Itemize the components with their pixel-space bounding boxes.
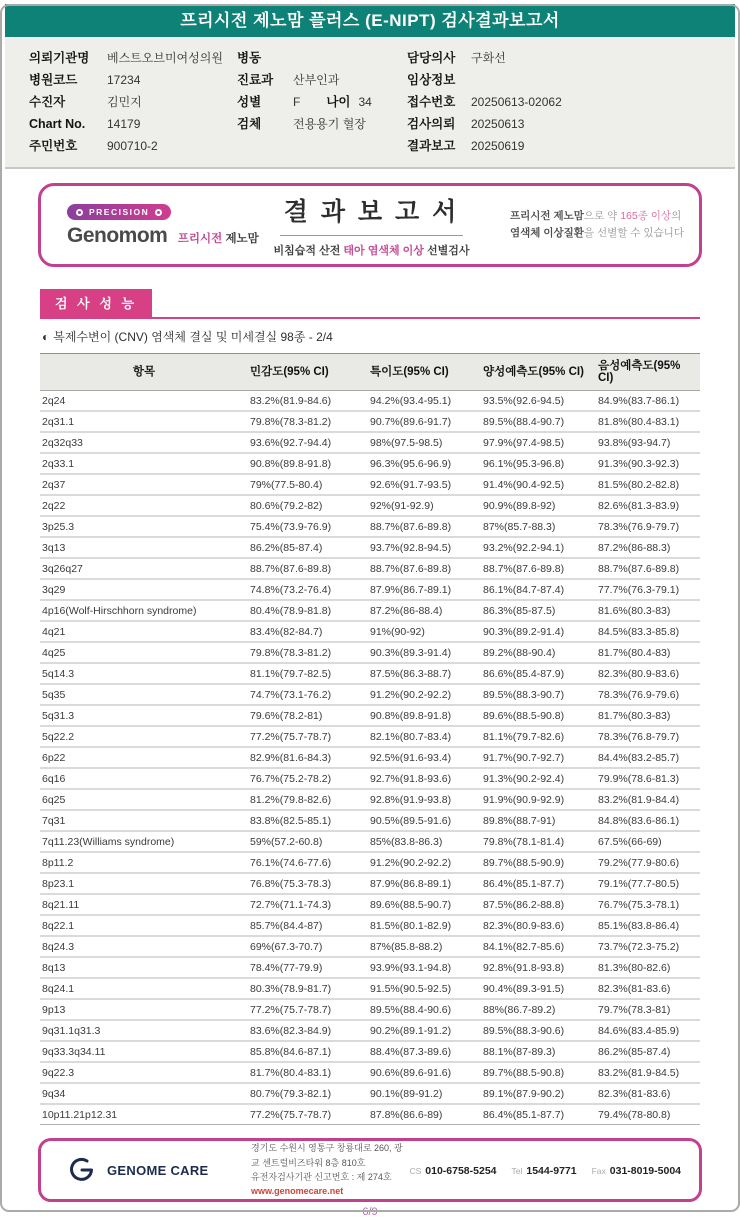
table-row — [40, 768, 700, 789]
field-value: 17234 — [107, 73, 141, 87]
brand-line — [67, 224, 259, 248]
value-cell: 91.2%(90.2-92.2) — [368, 684, 481, 705]
table-row — [40, 957, 700, 978]
value-cell: 76.1%(74.6-77.6) — [248, 852, 368, 873]
value-cell: 86.4%(85.1-87.7) — [481, 873, 596, 894]
field-value: 20250613 — [471, 117, 525, 131]
value-cell: 89.8%(88.7-91) — [481, 810, 596, 831]
precision-badge-label: PRECISION — [89, 207, 150, 217]
column-header: 음성예측도(95% CI) — [596, 354, 700, 391]
value-cell: 77.7%(76.3-79.1) — [596, 579, 700, 600]
table-row — [40, 453, 700, 474]
patient-field — [29, 69, 237, 91]
genomecare-logo-text: GENOME CARE — [107, 1162, 209, 1178]
value-cell: 86.2%(85-87.4) — [248, 537, 368, 558]
value-cell: 83.6%(82.3-84.9) — [248, 1020, 368, 1041]
value-cell: 86.6%(85.4-87.9) — [481, 663, 596, 684]
field-value: 김민지 — [107, 95, 142, 109]
value-cell: 87%(85.7-88.3) — [481, 516, 596, 537]
value-cell: 97.9%(97.4-98.5) — [481, 432, 596, 453]
column-header: 항목 — [40, 354, 248, 391]
value-cell: 89.5%(88.3-90.6) — [481, 1020, 596, 1041]
item-cell: 8q21.11 — [40, 894, 248, 915]
report-title: 결 과 보 고 서 — [280, 192, 464, 236]
table-row — [40, 810, 700, 831]
patient-field — [237, 47, 407, 69]
value-cell: 92.8%(91.8-93.8) — [481, 957, 596, 978]
patient-field — [407, 113, 735, 135]
value-cell: 89.5%(88.4-90.7) — [481, 411, 596, 432]
value-cell: 86.1%(84.7-87.4) — [481, 579, 596, 600]
item-cell: 10p11.21p12.31 — [40, 1104, 248, 1125]
item-cell: 7q11.23(Williams syndrome) — [40, 831, 248, 852]
item-cell: 2q33.1 — [40, 453, 248, 474]
website-link: www.genomecare.net — [251, 1186, 344, 1197]
value-cell: 81.3%(80-82.6) — [596, 957, 700, 978]
field-value: 20250619 — [471, 139, 525, 153]
table-caption — [42, 328, 700, 345]
field-value: F — [293, 95, 301, 109]
value-cell: 88.7%(87.6-89.8) — [368, 516, 481, 537]
table-row — [40, 579, 700, 600]
value-cell: 89.5%(88.3-90.7) — [481, 684, 596, 705]
item-cell: 6q16 — [40, 768, 248, 789]
value-cell: 84.4%(83.2-85.7) — [596, 747, 700, 768]
value-cell: 91.2%(90.2-92.2) — [368, 852, 481, 873]
item-cell: 3q13 — [40, 537, 248, 558]
value-cell: 79.8%(78.3-81.2) — [248, 642, 368, 663]
value-cell: 90.3%(89.2-91.4) — [481, 621, 596, 642]
value-cell: 91.9%(90.9-92.9) — [481, 789, 596, 810]
patient-field — [407, 69, 735, 91]
report-title-bar — [5, 4, 735, 37]
item-cell: 5q35 — [40, 684, 248, 705]
value-cell: 88.1%(87-89.3) — [481, 1041, 596, 1062]
table-row — [40, 495, 700, 516]
field-label: 검사의뢰 — [407, 117, 456, 131]
value-cell: 67.5%(66-69) — [596, 831, 700, 852]
column-header: 양성예측도(95% CI) — [481, 354, 596, 391]
field-label: 진료과 — [237, 73, 274, 87]
item-cell: 2q32q33 — [40, 432, 248, 453]
field-label: 담당의사 — [407, 51, 456, 65]
field-value: 전용용기 혈장 — [293, 117, 366, 131]
value-cell: 79.9%(78.6-81.3) — [596, 768, 700, 789]
field-label: 수진자 — [29, 95, 66, 109]
field-value: 14179 — [107, 117, 141, 131]
value-cell: 94.2%(93.4-95.1) — [370, 395, 452, 407]
value-cell: 82.6%(81.3-83.9) — [596, 495, 700, 516]
item-cell: 8q24.1 — [40, 978, 248, 999]
value-cell: 76.7%(75.3-78.1) — [596, 894, 700, 915]
item-cell: 8p23.1 — [40, 873, 248, 894]
caption-text: 복제수변이 (CNV) 염색체 결실 및 미세결실 98종 - 2/4 — [53, 330, 333, 344]
field-label: 결과보고 — [407, 139, 456, 153]
item-cell: 6p22 — [40, 747, 248, 768]
brand-name: Genomom — [67, 223, 168, 247]
value-cell: 89.1%(87.9-90.2) — [481, 1083, 596, 1104]
half-circle-icon: ◐ — [42, 330, 50, 344]
value-cell: 81.6%(80.3-83) — [596, 600, 700, 621]
value-cell: 93.2%(92.2-94.1) — [481, 537, 596, 558]
value-cell: 96.1%(95.3-96.8) — [481, 453, 596, 474]
value-cell: 84.8%(83.6-86.1) — [596, 810, 700, 831]
genomom-logo — [41, 203, 259, 248]
cs-contact: CS 010-6758-5254 — [409, 1165, 497, 1177]
value-cell: 88.4%(87.3-89.6) — [368, 1041, 481, 1062]
value-cell: 83.8%(82.5-85.1) — [248, 810, 368, 831]
value-cell: 79.2%(77.9-80.6) — [596, 852, 700, 873]
field-value: 900710-2 — [107, 139, 158, 153]
patient-field — [407, 47, 735, 69]
table-row — [40, 642, 700, 663]
value-cell: 87.9%(86.8-89.1) — [368, 873, 481, 894]
value-cell: 83.2%(81.9-84.4) — [596, 789, 700, 810]
value-cell: 80.6%(79.2-82) — [248, 495, 368, 516]
value-cell: 83.4%(82-84.7) — [248, 621, 368, 642]
value-cell: 90.8%(89.8-91.8) — [368, 705, 481, 726]
value-cell: 92%(91-92.9) — [368, 495, 481, 516]
table-row — [40, 1041, 700, 1062]
table-row — [40, 726, 700, 747]
field-label: 임상정보 — [407, 73, 456, 87]
table-row — [40, 999, 700, 1020]
value-cell: 91.3%(90.3-92.3) — [596, 453, 700, 474]
value-cell: 81.1%(79.7-82.5) — [248, 663, 368, 684]
item-cell: 3q26q27 — [40, 558, 248, 579]
item-cell: 2q37 — [40, 474, 248, 495]
precision-badge — [67, 204, 171, 220]
item-cell: 4q21 — [40, 621, 248, 642]
value-cell: 78.3%(76.9-79.7) — [596, 516, 700, 537]
item-cell: 8q13 — [40, 957, 248, 978]
value-cell: 80.4%(78.9-81.8) — [248, 600, 368, 621]
value-cell: 77.2%(75.7-78.7) — [248, 999, 368, 1020]
patient-field — [237, 91, 407, 113]
value-cell: 80.3%(78.9-81.7) — [248, 978, 368, 999]
value-cell: 85%(83.8-86.3) — [368, 831, 481, 852]
patient-field — [29, 47, 237, 69]
value-cell: 83.2%(81.9-84.5) — [596, 1062, 700, 1083]
field-label: 의뢰기관명 — [29, 51, 90, 65]
field-label: 접수번호 — [407, 95, 456, 109]
value-cell: 82.1%(80.7-83.4) — [368, 726, 481, 747]
ring-dot-icon — [76, 209, 83, 216]
value-cell: 81.5%(80.1-82.9) — [368, 915, 481, 936]
value-cell: 88.7%(87.6-89.8) — [248, 558, 368, 579]
value-cell: 69%(67.3-70.7) — [248, 936, 368, 957]
value-cell: 91%(90-92) — [368, 621, 481, 642]
value-cell: 74.8%(73.2-76.4) — [248, 579, 368, 600]
value-cell: 81.8%(80.4-83.1) — [596, 411, 700, 432]
table-row — [40, 600, 700, 621]
value-cell: 92.5%(91.6-93.4) — [368, 747, 481, 768]
address-line1: 경기도 수원시 영통구 창룡대로 260, 광교 센트럴비즈타워 8층 810호 — [251, 1143, 403, 1168]
value-cell: 82.3%(80.9-83.6) — [481, 915, 596, 936]
table-row — [40, 852, 700, 873]
table-row — [40, 789, 700, 810]
result-report-banner — [38, 183, 702, 267]
field-value: 구화선 — [471, 51, 506, 65]
field-value: 20250613-02062 — [471, 95, 562, 109]
report-subtitle: 비침습적 산전 태아 염색체 이상 선별검사 — [273, 245, 470, 257]
performance-table — [40, 353, 700, 1125]
value-cell: 90.6%(89.6-91.6) — [368, 1062, 481, 1083]
value-cell: 79%(77.5-80.4) — [248, 474, 368, 495]
footer-address — [251, 1141, 409, 1199]
item-cell: 8q24.3 — [40, 936, 248, 957]
value-cell: 81.5%(80.2-82.8) — [596, 474, 700, 495]
value-cell: 89.2%(88-90.4) — [481, 642, 596, 663]
value-cell: 90.3%(89.3-91.4) — [368, 642, 481, 663]
item-cell: 9q33.3q34.11 — [40, 1041, 248, 1062]
value-cell: 90.1%(89-91.2) — [368, 1083, 481, 1104]
value-cell: 85.7%(84.4-87) — [248, 915, 368, 936]
value-cell: 91.4%(90.4-92.5) — [481, 474, 596, 495]
item-cell: 9q22.3 — [40, 1062, 248, 1083]
value-cell: 82.3%(81-83.6) — [596, 978, 700, 999]
patient-info-col1 — [29, 47, 237, 157]
value-cell: 72.7%(71.1-74.3) — [248, 894, 368, 915]
value-cell: 81.2%(79.8-82.6) — [248, 789, 368, 810]
value-cell: 84.9%(83.7-86.1) — [598, 395, 680, 407]
value-cell: 90.4%(89.3-91.5) — [481, 978, 596, 999]
value-cell: 92.8%(91.9-93.8) — [368, 789, 481, 810]
patient-field — [29, 113, 237, 135]
value-cell: 86.3%(85-87.5) — [481, 600, 596, 621]
value-cell: 74.7%(73.1-76.2) — [248, 684, 368, 705]
patient-info-col2 — [237, 47, 407, 157]
value-cell: 98%(97.5-98.5) — [368, 432, 481, 453]
value-cell: 96.3%(95.6-96.9) — [368, 453, 481, 474]
value-cell: 91.7%(90.7-92.7) — [481, 747, 596, 768]
value-cell: 89.6%(88.5-90.7) — [368, 894, 481, 915]
item-cell: 8p11.2 — [40, 852, 248, 873]
item-cell: 2q22 — [40, 495, 248, 516]
patient-info-col3 — [407, 47, 735, 157]
patient-info-panel — [5, 37, 735, 169]
value-cell: 90.9%(89.8-92) — [481, 495, 596, 516]
section-title-badge: 검 사 성 능 — [40, 289, 152, 317]
table-row — [40, 747, 700, 768]
item-cell: 4q25 — [40, 642, 248, 663]
value-cell: 77.2%(75.7-78.7) — [248, 726, 368, 747]
value-cell: 59%(57.2-60.8) — [248, 831, 368, 852]
patient-field — [29, 91, 237, 113]
table-row — [40, 537, 700, 558]
column-header: 민감도(95% CI) — [248, 354, 368, 391]
header-row — [40, 354, 700, 391]
value-cell: 89.6%(88.5-90.8) — [481, 705, 596, 726]
field-label: 나이 — [326, 95, 351, 109]
patient-field — [407, 91, 735, 113]
performance-table-body — [40, 391, 700, 1125]
value-cell: 91.5%(90.5-92.5) — [368, 978, 481, 999]
value-cell: 81.7%(80.4-83.1) — [248, 1062, 368, 1083]
table-row — [40, 516, 700, 537]
table-row — [40, 1062, 700, 1083]
value-cell: 73.7%(72.3-75.2) — [596, 936, 700, 957]
table-row — [40, 474, 700, 495]
table-row — [40, 1020, 700, 1041]
value-cell: 76.7%(75.2-78.2) — [248, 768, 368, 789]
value-cell: 88%(86.7-89.2) — [481, 999, 596, 1020]
report-title-block — [259, 192, 484, 258]
value-cell: 87.8%(86.6-89) — [368, 1104, 481, 1125]
field-label: 검체 — [237, 117, 262, 131]
value-cell: 89.7%(88.5-90.9) — [481, 852, 596, 873]
table-row — [40, 432, 700, 453]
patient-field — [29, 135, 237, 157]
value-cell: 88.7%(87.6-89.8) — [596, 558, 700, 579]
value-cell: 88.7%(87.6-89.8) — [481, 558, 596, 579]
value-cell: 90.5%(89.5-91.6) — [368, 810, 481, 831]
item-cell: 9q31.1q31.3 — [40, 1020, 248, 1041]
value-cell: 87.9%(86.7-89.1) — [368, 579, 481, 600]
column-header: 특이도(95% CI) — [368, 354, 481, 391]
footer-contact — [409, 1161, 681, 1179]
section-header — [40, 289, 700, 319]
item-cell: 3p25.3 — [40, 516, 248, 537]
field-label: 병원코드 — [29, 73, 78, 87]
value-cell: 79.8%(78.3-81.2) — [248, 411, 368, 432]
value-cell: 92.6%(91.7-93.5) — [368, 474, 481, 495]
value-cell: 79.6%(78.2-81) — [248, 705, 368, 726]
value-cell: 93.5%(92.6-94.5) — [483, 395, 565, 407]
table-row — [40, 621, 700, 642]
item-cell: 9q34 — [40, 1083, 248, 1104]
field-label: 병동 — [237, 51, 262, 65]
value-cell: 87.5%(86.3-88.7) — [368, 663, 481, 684]
value-cell: 89.5%(88.4-90.6) — [368, 999, 481, 1020]
value-cell: 82.3%(81-83.6) — [596, 1083, 700, 1104]
item-cell: 5q14.3 — [40, 663, 248, 684]
value-cell: 88.7%(87.6-89.8) — [368, 558, 481, 579]
value-cell: 84.5%(83.3-85.8) — [596, 621, 700, 642]
value-cell: 79.7%(78.3-81) — [596, 999, 700, 1020]
value-cell: 78.3%(76.9-79.6) — [596, 684, 700, 705]
value-cell: 86.4%(85.1-87.7) — [481, 1104, 596, 1125]
table-row — [40, 1104, 700, 1125]
value-cell: 81.7%(80.4-83) — [596, 642, 700, 663]
value-cell: 84.1%(82.7-85.6) — [481, 936, 596, 957]
value-cell: 93.6%(92.7-94.4) — [248, 432, 368, 453]
item-cell: 2q24 — [42, 395, 66, 407]
value-cell: 85.8%(84.6-87.1) — [248, 1041, 368, 1062]
value-cell: 87%(85.8-88.2) — [368, 936, 481, 957]
report-page — [0, 4, 740, 1218]
table-row — [40, 391, 700, 412]
table-row — [40, 705, 700, 726]
value-cell: 81.1%(79.7-82.6) — [481, 726, 596, 747]
field-label: Chart No. — [29, 117, 86, 131]
performance-table-head — [40, 354, 700, 391]
item-cell: 4p16(Wolf-Hirschhorn syndrome) — [40, 600, 248, 621]
table-row — [40, 663, 700, 684]
value-cell: 86.2%(85-87.4) — [596, 1041, 700, 1062]
value-cell: 93.9%(93.1-94.8) — [368, 957, 481, 978]
table-row — [40, 558, 700, 579]
value-cell: 90.2%(89.1-91.2) — [368, 1020, 481, 1041]
value-cell: 90.7%(89.6-91.7) — [368, 411, 481, 432]
table-row — [40, 915, 700, 936]
tel-contact: Tel 1544-9771 — [511, 1165, 577, 1177]
item-cell: 5q22.2 — [40, 726, 248, 747]
genomecare-logo-icon — [63, 1156, 99, 1184]
field-value: 산부인과 — [293, 73, 340, 87]
field-value: 베스트오브미여성의원 — [107, 51, 223, 65]
table-row — [40, 873, 700, 894]
table-row — [40, 894, 700, 915]
brand-name-korean: 프리시전 제노맘 — [177, 232, 259, 245]
value-cell: 84.6%(83.4-85.9) — [596, 1020, 700, 1041]
value-cell: 93.7%(92.8-94.5) — [368, 537, 481, 558]
page-title: 프리시전 제노맘 플러스 (E-NIPT) 검사결과보고서 — [180, 11, 560, 30]
value-cell: 81.7%(80.3-83) — [596, 705, 700, 726]
item-cell: 5q31.3 — [40, 705, 248, 726]
patient-field — [237, 113, 407, 135]
value-cell: 87.2%(86-88.4) — [368, 600, 481, 621]
table-row — [40, 978, 700, 999]
value-cell: 90.8%(89.8-91.8) — [248, 453, 368, 474]
field-label: 주민번호 — [29, 139, 78, 153]
value-cell: 76.8%(75.3-78.3) — [248, 873, 368, 894]
footer — [38, 1138, 702, 1202]
ring-dot-icon — [155, 209, 162, 216]
value-cell: 87.5%(86.2-88.8) — [481, 894, 596, 915]
value-cell: 78.4%(77-79.9) — [248, 957, 368, 978]
table-row — [40, 1083, 700, 1104]
value-cell: 78.3%(76.8-79.7) — [596, 726, 700, 747]
item-cell: 3q29 — [40, 579, 248, 600]
item-cell: 2q31.1 — [40, 411, 248, 432]
value-cell: 92.7%(91.8-93.6) — [368, 768, 481, 789]
value-cell: 79.4%(78-80.8) — [596, 1104, 700, 1125]
value-cell: 80.7%(79.3-82.1) — [248, 1083, 368, 1104]
value-cell: 79.8%(78.1-81.4) — [481, 831, 596, 852]
item-cell: 7q31 — [40, 810, 248, 831]
field-value: 34 — [358, 95, 372, 109]
patient-field — [237, 69, 407, 91]
value-cell: 77.2%(75.7-78.7) — [248, 1104, 368, 1125]
item-cell: 8q22.1 — [40, 915, 248, 936]
value-cell: 93.8%(93-94.7) — [596, 432, 700, 453]
table-row — [40, 684, 700, 705]
table-row — [40, 936, 700, 957]
table-row — [40, 411, 700, 432]
item-cell: 6q25 — [40, 789, 248, 810]
value-cell: 82.3%(80.9-83.6) — [596, 663, 700, 684]
value-cell: 85.1%(83.8-86.4) — [596, 915, 700, 936]
value-cell: 75.4%(73.9-76.9) — [248, 516, 368, 537]
value-cell: 89.7%(88.5-90.8) — [481, 1062, 596, 1083]
genomecare-logo — [63, 1156, 251, 1184]
value-cell: 87.2%(86-88.3) — [596, 537, 700, 558]
field-label: 성별 — [237, 95, 262, 109]
banner-note: 프리시전 제노맘으로 약 165종 이상의 염색체 이상질환을 선별할 수 있습니다 — [510, 209, 684, 239]
value-cell: 83.2%(81.9-84.6) — [250, 395, 332, 407]
fax-contact: Fax 031-8019-5004 — [591, 1165, 681, 1177]
value-cell: 79.1%(77.7-80.5) — [596, 873, 700, 894]
table-row — [40, 831, 700, 852]
value-cell: 91.3%(90.2-92.4) — [481, 768, 596, 789]
item-cell: 9p13 — [40, 999, 248, 1020]
address-line2: 유전자검사기관 신고번호 : 제 274호 — [251, 1172, 392, 1182]
patient-field — [407, 135, 735, 157]
page-number: 6/9 — [362, 1206, 378, 1218]
value-cell: 82.9%(81.6-84.3) — [248, 747, 368, 768]
